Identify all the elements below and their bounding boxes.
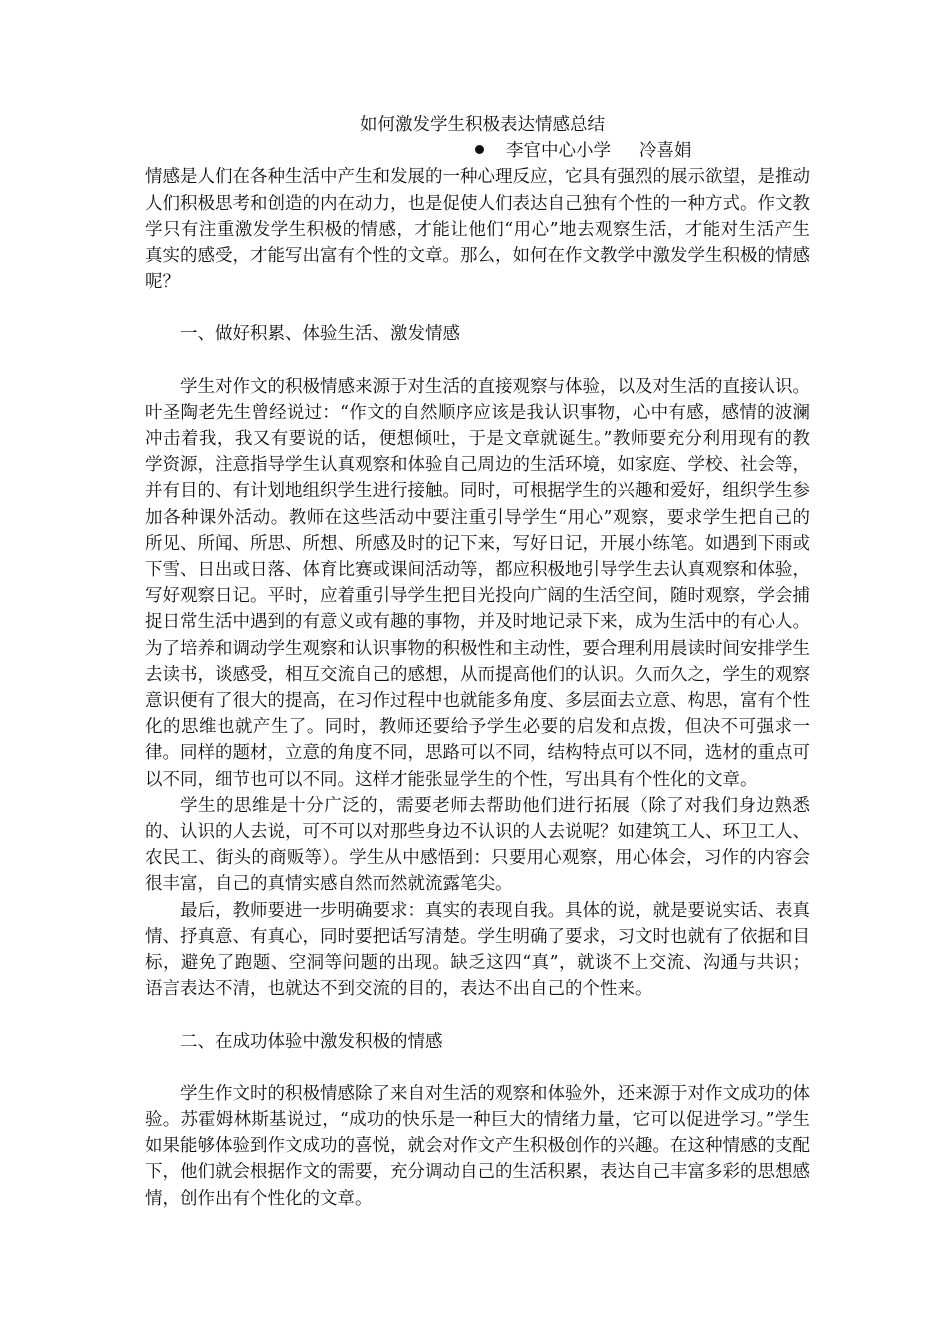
spacer bbox=[145, 295, 810, 321]
section1-paragraph-1: 学生对作文的积极情感来源于对生活的直接观察与体验，以及对生活的直接认识。叶圣陶老先生曾经说过：“作文的自然顺序应该是我认识事物，心中有感，感情的波澜冲击着我，我又有要说的话，便想倾吐，于是文章就诞生。”教师要充分利用现有的教学资源，注意指导学生认真观察和体验自己周边的生活环境，如家庭、学校、社会等，并有目的、有计划地组织学生进行接触。同时，可根据学生的兴趣和爱好，组织学生参加各种课外活动。教师在这些活动中要注重引导学生“用心”观察，要求学生把自己的所见、所闻、所思、所想、所感及时的记下来，写好日记，开展小练笔。如遇到下雨或下雪、日出或日落、体育比赛或课间活动等，都应积极地引导学生去认真观察和体验，写好观察日记。平时，应着重引导学生把目光投向广阔的生活空间，随时观察，学会捕捉日常生活中遇到的有意义或有趣的事物，并及时地记录下来，成为生活中的有心人。为了培养和调动学生观察和认识事物的积极性和主动性，要合理利用晨读时间安排学生去读书，谈感受，相互交流自己的感想，从而提高他们的认识。久而久之，学生的观察意识便有了很大的提高，在习作过程中也就能多角度、多层面去立意、构思，富有个性化的思维也就产生了。同时，教师还要给予学生必要的启发和点拨，但决不可强求一律。同样的题材，立意的角度不同，思路可以不同，结构特点可以不同，选材的重点可以不同，细节也可以不同。这样才能张显学生的个性，写出具有个性化的文章。 bbox=[145, 376, 810, 790]
section2-paragraph-1: 学生作文时的积极情感除了来自对生活的观察和体验外，还来源于对作文成功的体验。苏霍姆林斯基说过，“成功的快乐是一种巨大的情绪力量，它可以促进学习。”学生如果能够体验到作文成功的喜悦，就会对作文产生积极创作的兴趣。在这种情感的支配下，他们就会根据作文的需要，充分调动自己的生活积累，表达自己丰富多彩的思想感情，创作出有个性化的文章。 bbox=[145, 1083, 810, 1209]
bullet-icon bbox=[475, 145, 484, 154]
section1-paragraph-3: 最后，教师要进一步明确要求：真实的表现自我。具体的说，就是要说实话、表真情、抒真意、有真心，同时要把话写清楚。学生明确了要求，习文时也就有了依据和目标，避免了跑题、空洞等问题的出现。缺乏这四“真”，就谈不上交流、沟通与共识；语言表达不清，也就达不到交流的目的，表达不出自己的个性来。 bbox=[145, 900, 810, 1000]
spacer bbox=[145, 1003, 810, 1029]
document-title: 如何激发学生积极表达情感总结 bbox=[360, 115, 605, 135]
byline-author: 冷喜娟 bbox=[639, 141, 692, 162]
byline bbox=[145, 138, 810, 164]
section-heading-1: 一、做好积累、体验生活、激发情感 bbox=[180, 324, 460, 345]
byline-school: 李官中心小学 bbox=[506, 141, 611, 162]
section1-paragraph-2: 学生的思维是十分广泛的，需要老师去帮助他们进行拓展（除了对我们身边熟悉的、认识的人去说，可不可以对那些身边不认识的人去说呢？如建筑工人、环卫工人、农民工、街头的商贩等）。学生从中感悟到：只要用心观察，用心体会，习作的内容会很丰富，自己的真情实感自然而然就流露笔尖。 bbox=[145, 795, 810, 895]
document-page bbox=[145, 112, 810, 1212]
spacer bbox=[145, 348, 810, 374]
spacer bbox=[145, 1055, 810, 1081]
section-heading-2: 二、在成功体验中激发积极的情感 bbox=[180, 1031, 443, 1052]
intro-paragraph: 情感是人们在各种生活中产生和发展的一种心理反应，它具有强烈的展示欲望，是推动人们积极思考和创造的内在动力，也是促使人们表达自己独有个性的一种方式。作文教学只有注重激发学生积极的情感，才能让他们“用心”地去观察生活，才能对生活产生真实的感受，才能写出富有个性的文章。那么，如何在作文教学中激发学生积极的情感呢？ bbox=[145, 167, 810, 293]
